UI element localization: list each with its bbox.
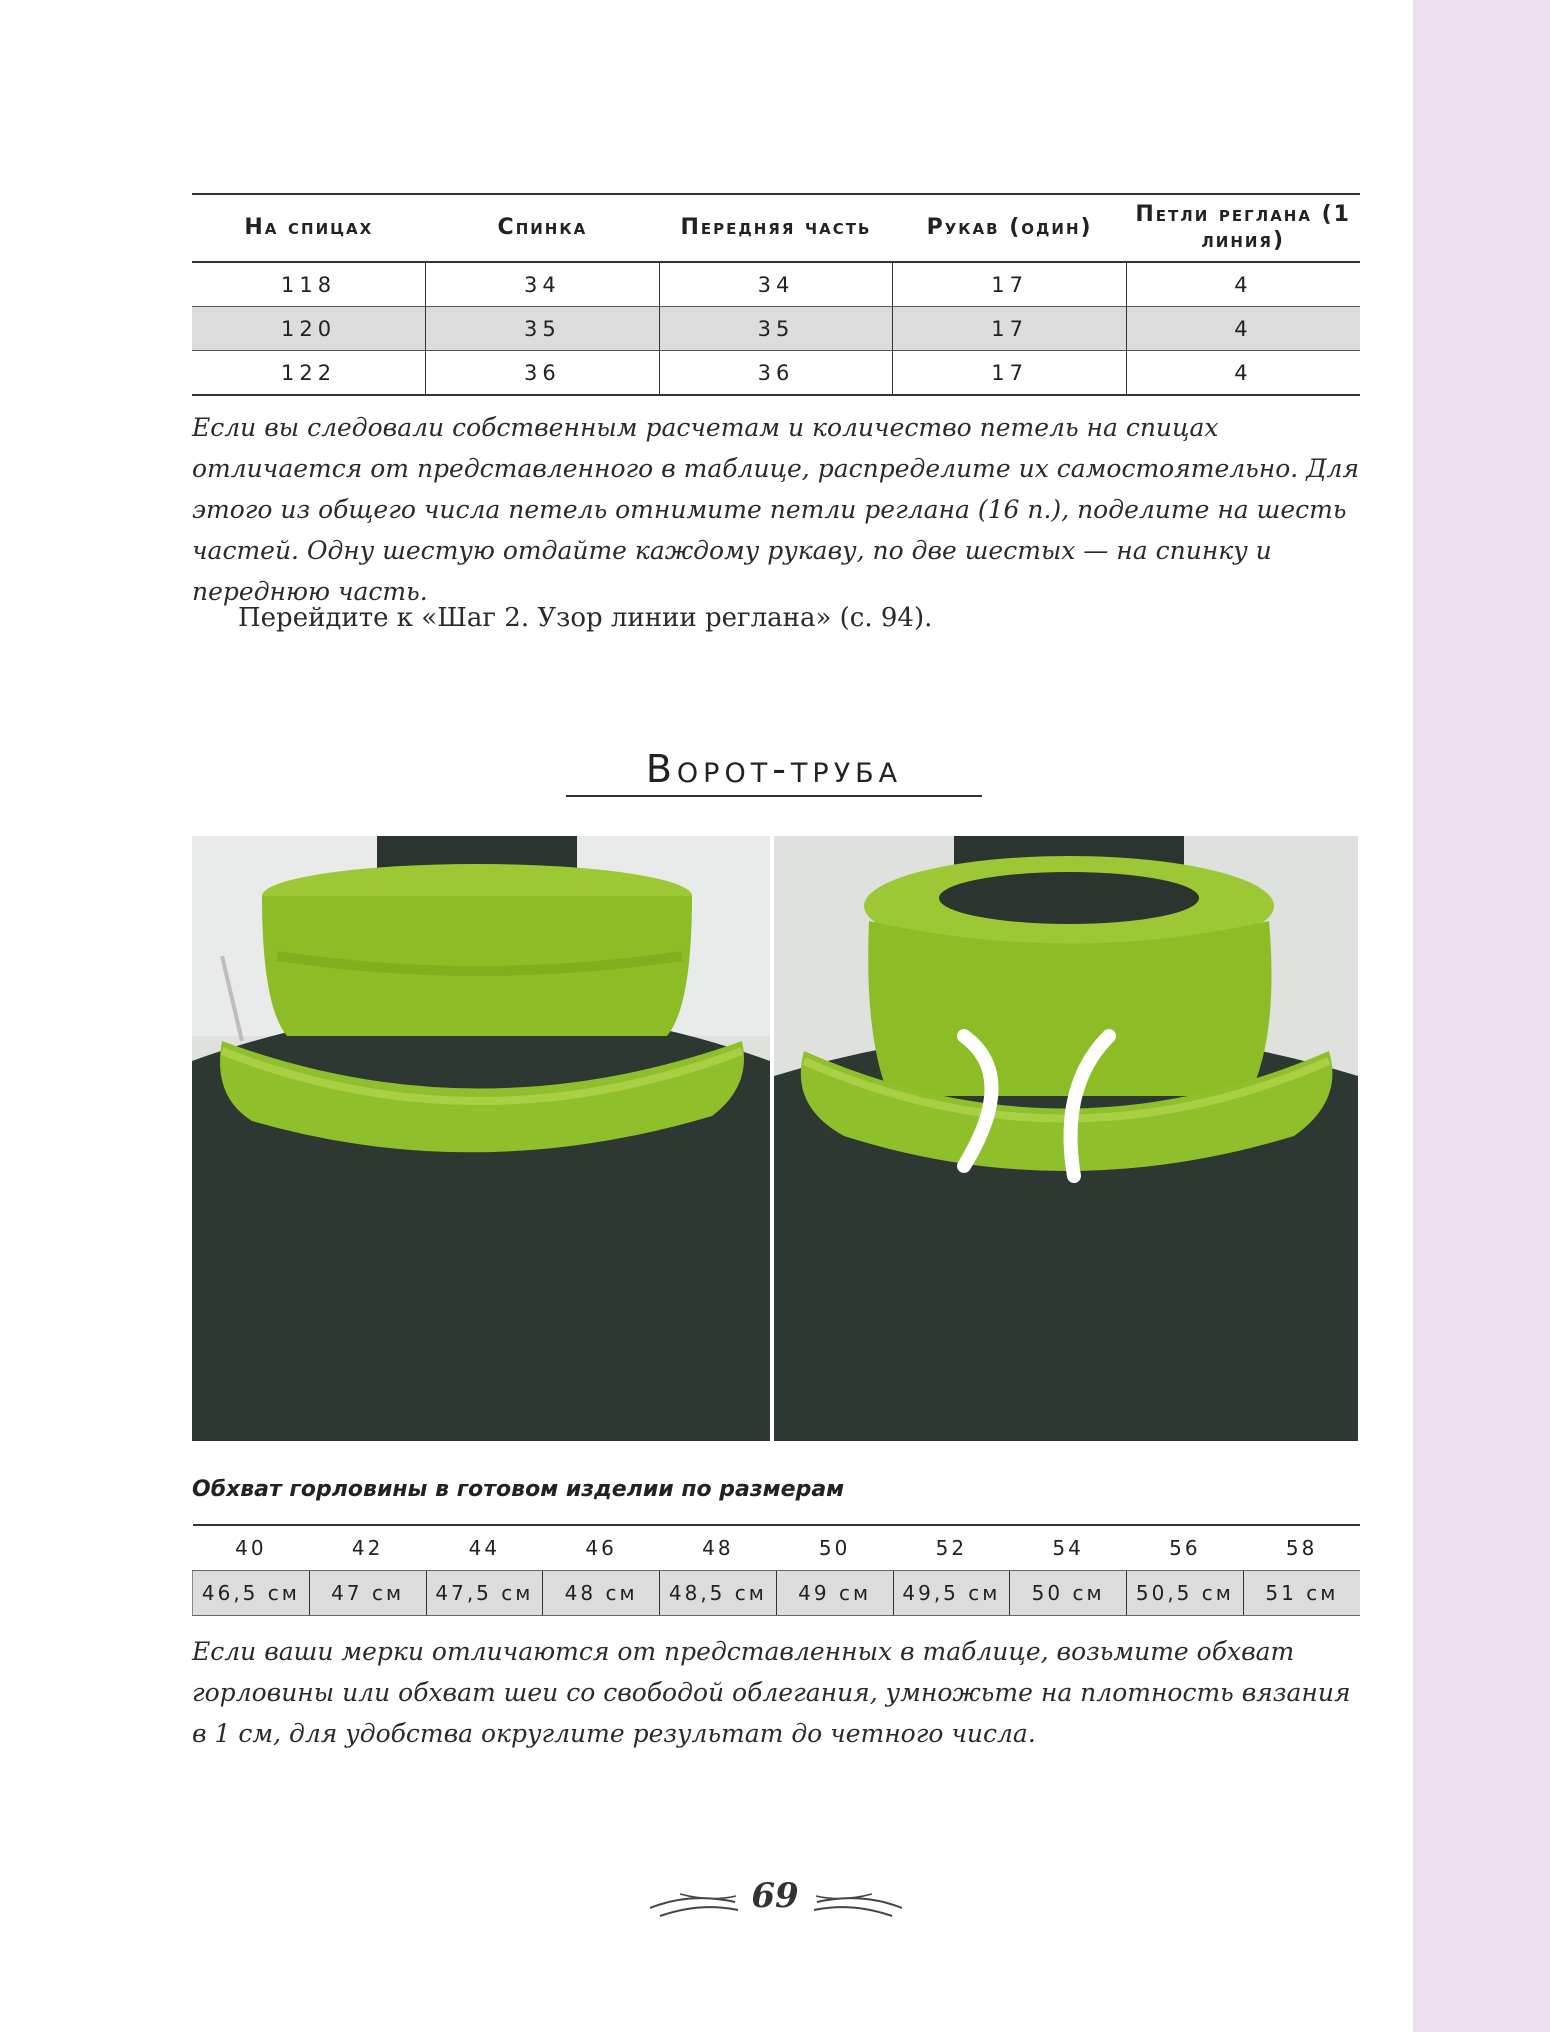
header-cell: Спинка — [426, 194, 660, 262]
table-cell: 122 — [281, 360, 337, 385]
size-cell: 46 — [585, 1536, 617, 1560]
neck-circumference-table — [192, 1524, 1360, 1616]
table-cell: 4 — [1126, 351, 1360, 396]
value-cell: 50 см — [1010, 1571, 1127, 1616]
size-cell: 56 — [1169, 1536, 1201, 1560]
note-paragraph: Если вы следовали собственным расчетам и количество петель на спицах отличается от представленного в таблице, распределите их самостоятельно. Для этого из общего числа петель отнимите петли реглана (16 п.), поделите на шесть частей. Одну шестую отдайте каждому рукаву, по две шестых — на спинку и переднюю часть. — [192, 413, 1359, 606]
heading-underline — [566, 795, 982, 797]
neck-table-caption: Обхват горловины в готовом изделии по размерам — [192, 1477, 845, 1502]
value-cell: 50,5 см — [1127, 1571, 1244, 1616]
sizes-row — [193, 1525, 1361, 1571]
collar-photo-finished — [774, 836, 1358, 1441]
side-color-strip — [1413, 0, 1550, 2032]
cross-reference-text: Перейдите к «Шаг 2. Узор линии реглана» (с. 94). — [238, 603, 933, 633]
value-cell: 49 см — [776, 1571, 893, 1616]
table-cell: 34 — [659, 262, 893, 307]
table-header-row — [192, 194, 1360, 262]
table-cell: 35 — [426, 307, 660, 351]
value-cell: 47,5 см — [426, 1571, 543, 1616]
header-cell: Передняя часть — [659, 194, 893, 262]
value-cell: 51 см — [1243, 1571, 1360, 1616]
table-cell: 120 — [192, 307, 426, 351]
stitch-distribution-table — [192, 193, 1360, 396]
table-row — [192, 262, 1360, 307]
table-cell: 35 — [659, 307, 893, 351]
table-cell: 4 — [1126, 262, 1360, 307]
size-cell: 42 — [351, 1536, 384, 1560]
collar-photo-knitting — [192, 836, 770, 1441]
value-cell: 49,5 см — [893, 1571, 1010, 1616]
table-row — [192, 307, 1360, 351]
size-cell: 54 — [1052, 1536, 1084, 1560]
header-cell: Рукав (один) — [893, 194, 1127, 262]
page-number: 69 — [751, 1876, 799, 1916]
table-cell: 17 — [893, 351, 1127, 396]
table-cell: 17 — [893, 262, 1127, 307]
size-cell: 52 — [935, 1536, 968, 1560]
header-cell: Петли реглана (1 линия) — [1126, 194, 1360, 262]
values-row — [193, 1571, 1361, 1616]
size-cell: 44 — [468, 1536, 501, 1560]
table-row — [192, 351, 1360, 396]
section-heading: Ворот-труба — [645, 747, 903, 791]
size-cell: 48 — [702, 1536, 734, 1560]
table-cell: 36 — [659, 351, 893, 396]
table-cell: 34 — [426, 262, 660, 307]
value-cell: 47 см — [309, 1571, 426, 1616]
size-cell: 58 — [1285, 1536, 1318, 1560]
size-cell: 50 — [818, 1536, 851, 1560]
table-cell: 4 — [1126, 307, 1360, 351]
table-cell: 17 — [893, 307, 1127, 351]
value-cell: 46,5 см — [193, 1571, 310, 1616]
value-cell: 48 см — [543, 1571, 660, 1616]
note-paragraph-2: Если ваши мерки отличаются от представленных в таблице, возьмите обхват горловины или обхват шеи со свободой облегания, умножьте на плотность вязания в 1 см, для удобства округлите результат до четного числа. — [192, 1637, 1351, 1748]
table-cell: 36 — [426, 351, 660, 396]
table-cell: 118 — [281, 272, 337, 297]
header-cell: На спицах — [192, 194, 426, 262]
value-cell: 48,5 см — [660, 1571, 777, 1616]
size-cell: 40 — [235, 1536, 267, 1560]
